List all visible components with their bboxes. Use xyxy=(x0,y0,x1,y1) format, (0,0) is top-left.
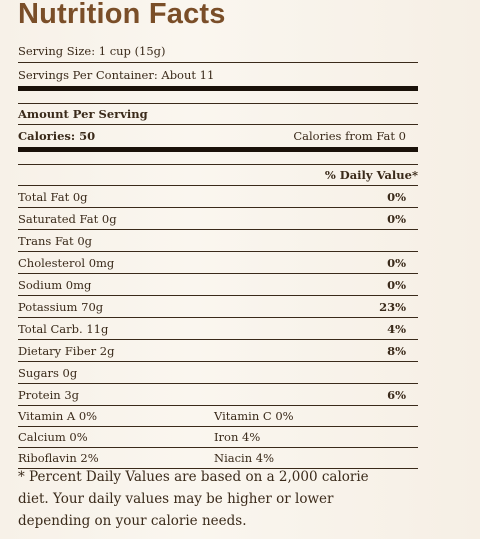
nutrient-row xyxy=(18,296,418,318)
nutrient-daily-value: 0% xyxy=(387,277,406,292)
calories-from-fat: Calories from Fat 0 xyxy=(293,129,406,143)
nutrient-label: Protein 3g xyxy=(18,387,80,402)
vitamin-row xyxy=(18,406,418,427)
nutrient-row xyxy=(18,208,418,230)
nutrient-row xyxy=(18,274,418,296)
amount-per-serving: Amount Per Serving xyxy=(18,107,148,121)
serving-size: Serving Size: 1 cup (15g) xyxy=(18,44,166,58)
amount-per-serving-row xyxy=(18,104,418,125)
nutrient-label: Total Carb. 11g xyxy=(18,321,109,336)
nutrient-daily-value: 6% xyxy=(387,387,406,402)
vitamin-value: Vitamin C 0% xyxy=(214,409,294,423)
divider-gap xyxy=(18,152,418,165)
nutrient-row xyxy=(18,384,418,406)
calories: Calories: 50 xyxy=(18,129,96,143)
nutrient-daily-value: 0% xyxy=(387,255,406,270)
vitamin-value: Riboflavin 2% xyxy=(18,451,99,465)
vitamin-row xyxy=(18,427,418,448)
servings-per-container: Servings Per Container: About 11 xyxy=(18,67,215,82)
vitamin-value: Niacin 4% xyxy=(214,451,275,465)
nutrient-daily-value: 4% xyxy=(387,321,406,336)
nutrient-daily-value: 8% xyxy=(387,343,406,358)
footnote: * Percent Daily Values are based on a 2,000 calorie diet. Your daily values may be higher or lower depending on your calorie needs. xyxy=(18,469,369,529)
daily-value-header: % Daily Value* xyxy=(324,168,418,182)
vitamin-value: Iron 4% xyxy=(214,430,261,444)
nutrient-row xyxy=(18,186,418,208)
nutrient-label: Sugars 0g xyxy=(18,365,78,380)
daily-value-header-row xyxy=(18,165,418,186)
vitamin-value: Vitamin A 0% xyxy=(18,409,98,423)
nutrition-label xyxy=(18,40,418,469)
nutrient-daily-value: 0% xyxy=(387,211,406,226)
nutrient-daily-value: 0% xyxy=(387,189,406,204)
nutrient-row xyxy=(18,230,418,252)
calories-row xyxy=(18,125,418,147)
nutrition-facts-title: Nutrition Facts xyxy=(18,0,226,30)
nutrient-label: Potassium 70g xyxy=(18,299,104,314)
servings-per-container-row xyxy=(18,63,418,86)
nutrient-row xyxy=(18,362,418,384)
nutrient-label: Dietary Fiber 2g xyxy=(18,343,115,358)
serving-size-row xyxy=(18,40,418,63)
nutrient-daily-value: 23% xyxy=(379,299,406,314)
nutrient-row xyxy=(18,318,418,340)
nutrient-row xyxy=(18,340,418,362)
nutrient-label: Cholesterol 0mg xyxy=(18,255,115,270)
nutrient-label: Total Fat 0g xyxy=(18,189,88,204)
nutrient-label: Saturated Fat 0g xyxy=(18,211,117,226)
divider-gap xyxy=(18,91,418,104)
nutrient-row xyxy=(18,252,418,274)
vitamin-value: Calcium 0% xyxy=(18,430,88,444)
nutrient-label: Sodium 0mg xyxy=(18,277,92,292)
nutrient-label: Trans Fat 0g xyxy=(18,233,92,248)
